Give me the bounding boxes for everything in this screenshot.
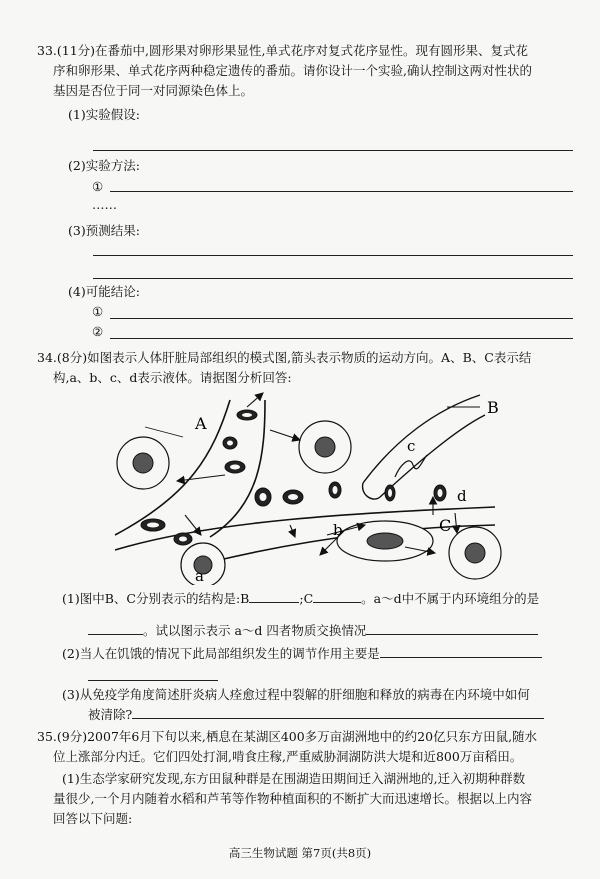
answer-line[interactable] (110, 318, 573, 319)
q33-line2: 序和卵形果、单式花序两种稳定遗传的番茄。请你设计一个实验,确认控制这两对性状的 (53, 63, 532, 78)
q34-line2: 构,a、b、c、d表示液体。请据图分析回答: (53, 370, 292, 385)
q34-line1: 34.(8分)如图表示人体肝脏局部组织的模式图,箭头表示物质的运动方向。A、B、C表示结 (37, 350, 532, 365)
q34-sub1-row1 (62, 590, 539, 608)
q34-sub2-row (62, 645, 542, 663)
q34-sub2-text: (2)当人在饥饿的情况下此局部组织发生的调节作用主要是 (62, 646, 380, 661)
blank-not-internal[interactable] (88, 622, 143, 635)
blank-clearance[interactable] (132, 706, 544, 719)
q35-line3: (1)生态学家研究发现,东方田鼠种群是在围湖造田期间迁入湖洲地的,迁入初期种群数 (62, 771, 526, 786)
q35-line4: 量很少,一个月内随着水稻和芦苇等作物种植面积的不断扩大而迅速增长。根据以上内容 (53, 791, 532, 806)
answer-line[interactable] (93, 255, 573, 256)
label-a: a (195, 567, 204, 585)
page-footer: 高三生物试题 第7页(共8页) (228, 846, 372, 860)
q35-line1: 35.(9分)2007年6月下旬以来,栖息在某湖区400多万亩湖洲地中的约20亿只东方田鼠,随水 (37, 729, 538, 744)
q34-sub1-text-b: ;C (299, 591, 314, 606)
label-B: B (487, 398, 499, 417)
label-d: d (457, 487, 467, 505)
q34-sub3-text-b: 被清除? (88, 707, 133, 722)
answer-line[interactable] (110, 338, 573, 339)
blank-regulation[interactable] (380, 645, 542, 658)
answer-line[interactable] (88, 680, 218, 681)
q33-line3: 基因是否位于同一对同源染色体上。 (53, 83, 254, 98)
q34-sub1-text-c: 。a～d中不属于内环境组分的是 (361, 591, 540, 606)
q34-sub3-row2 (88, 706, 544, 724)
blank-exchange[interactable] (366, 622, 538, 635)
blank-C[interactable] (313, 590, 361, 603)
liver-tissue-diagram (95, 385, 515, 585)
q33-line1: 33.(11分)在番茄中,圆形果对卵形果显性,单式花序对复式花序显性。现有圆形果、复式花 (37, 43, 528, 58)
label-A: A (195, 414, 207, 433)
label-b: b (333, 521, 343, 539)
q33-part1-label: (1)实验假设: (68, 107, 140, 122)
q35-line5: 回答以下问题: (53, 811, 133, 826)
label-C: C (439, 516, 452, 535)
q34-sub1-text-d: 。试以图示表示 a～d 四者物质交换情况 (143, 623, 367, 638)
answer-line[interactable] (93, 278, 573, 279)
answer-line[interactable] (93, 150, 573, 151)
q33-concl1-marker: ① (92, 304, 104, 319)
q33-ellipsis: …… (92, 197, 117, 212)
answer-line[interactable] (110, 191, 573, 192)
q35-line2: 位上涨部分内迁。它们四处打洞,啃食庄稼,严重威胁洞湖防洪大堤和近800万亩稻田。 (53, 749, 523, 764)
q34-sub1-row2 (88, 622, 538, 640)
label-c: c (407, 437, 416, 455)
blank-B[interactable] (249, 590, 299, 603)
q33-concl2-marker: ② (92, 324, 104, 339)
q33-part4-label: (4)可能结论: (68, 284, 140, 299)
q33-step1-marker: ① (92, 179, 104, 194)
q34-sub3-line1: (3)从免疫学角度简述肝炎病人痊愈过程中裂解的肝细胞和释放的病毒在内环境中如何 (62, 687, 530, 702)
q34-sub1-text-a: (1)图中B、C分别表示的结构是:B (62, 591, 250, 606)
q33-part2-label: (2)实验方法: (68, 158, 140, 173)
q33-part3-label: (3)预测结果: (68, 223, 140, 238)
